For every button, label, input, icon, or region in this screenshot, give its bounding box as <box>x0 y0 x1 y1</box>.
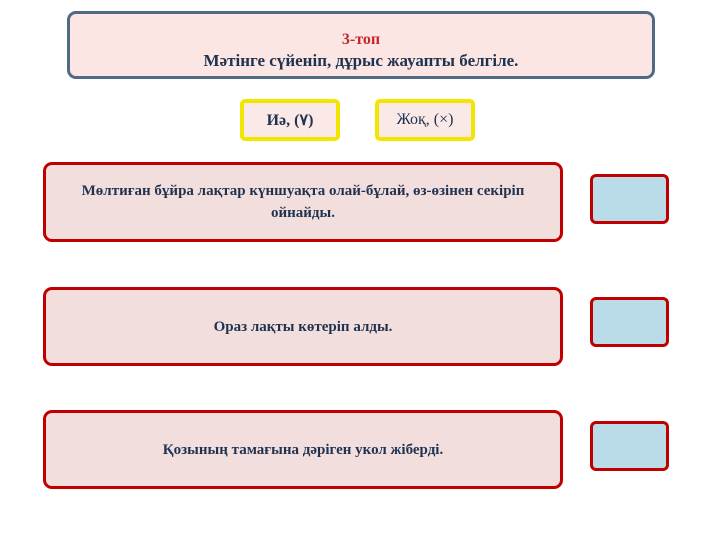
statement-text-1: Мөлтиған бұйра лақтар күншуақта олай-бұлай, өз-өзінен секіріп ойнайды. <box>81 183 525 221</box>
statement-text-2: Ораз лақты көтеріп алды. <box>213 318 393 335</box>
statement-card-2 <box>43 287 563 366</box>
answer-slot-1[interactable] <box>590 174 669 224</box>
group-title: 3-топ <box>341 31 381 48</box>
answer-slot-2[interactable] <box>590 297 669 347</box>
yes-button[interactable]: Иә, (٧) <box>240 99 340 141</box>
answer-slot-3[interactable] <box>590 421 669 471</box>
statement-card-3 <box>43 410 563 489</box>
task-header <box>67 11 655 79</box>
statement-text-3: Қозының тамағына дәріген укол жіберді. <box>162 441 444 458</box>
task-instruction: Мәтінге сүйеніп, дұрыс жауапты белгіле. <box>203 51 519 70</box>
no-button[interactable]: Жоқ, (×) <box>375 99 475 141</box>
statement-card-1 <box>43 162 563 242</box>
